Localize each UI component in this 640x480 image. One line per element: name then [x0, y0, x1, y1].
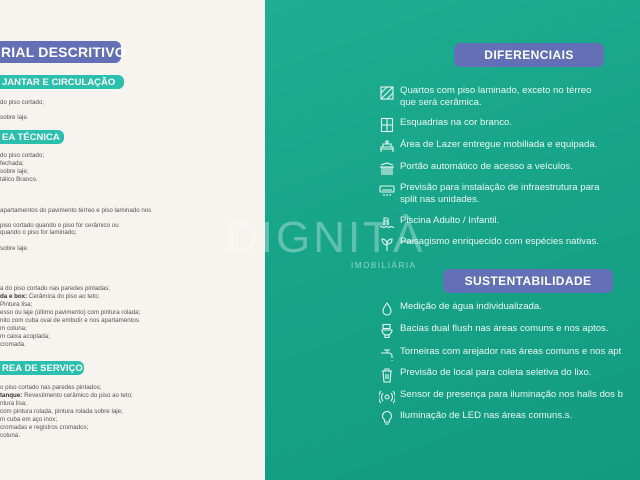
diferencial-text: Portão automático de acesso a veículos.: [400, 161, 573, 172]
sustentabilidade-text: Iluminação de LED nas áreas comuns.s.: [400, 410, 573, 421]
section1-line: do piso cortado;: [0, 99, 45, 106]
window-frame-icon: [379, 117, 395, 133]
section3-line: coluna.: [0, 432, 20, 439]
diferencial-text: Previsão para instalação de infraestrutura para split nas unidades.: [400, 182, 600, 205]
block4-line: da e box: Cerâmica do piso ao teto;: [0, 293, 100, 300]
block4-line: a do piso cortado nas paredes pintadas;: [0, 285, 111, 292]
section-technical-area-title: EA TÉCNICA: [0, 130, 64, 144]
block4-line: esso ou laje (último pavimento) com pintura rolada;: [0, 309, 141, 316]
sustentabilidade-item: [379, 323, 609, 339]
sustentabilidade-item: [379, 367, 591, 383]
section3-line: com pintura rolada, pintura rolada sobre laje;: [0, 408, 123, 415]
block4-line: Pintura lisa;: [0, 301, 33, 308]
presence-sensor-icon: [379, 389, 395, 405]
furnished-leisure-icon: [379, 139, 395, 155]
section2-line: sobre laje;: [0, 168, 29, 175]
block4-line: nito com cuba oval de embutir e nos apartamentos: [0, 317, 139, 324]
sustentabilidade-text: Previsão de local para coleta seletiva do lixo.: [400, 367, 592, 378]
memorial-heading: RIAL DESCRITIVO: [0, 41, 121, 63]
diferencial-item: [379, 85, 591, 108]
sustentabilidade-text: Bacias dual flush nas áreas comuns e nos aptos.: [400, 323, 609, 334]
section2-line: tálico Branco.: [0, 176, 38, 183]
automatic-gate-icon: [379, 161, 395, 177]
section-dining-circulation-title: JANTAR E CIRCULAÇÃO: [0, 75, 124, 89]
sustentabilidade-item: [379, 301, 542, 317]
section3-line: cromadas e registros cromados;: [0, 424, 89, 431]
section3-line: tanque: Revestimento cerâmico do piso ao teto;: [0, 392, 133, 399]
laminate-floor-icon: [379, 85, 395, 101]
diferencial-item: [379, 182, 599, 205]
section3-line: o piso cortado nas paredes pintados;: [0, 384, 102, 391]
diferencial-item: [379, 139, 597, 155]
section2-line: fechada;: [0, 160, 24, 167]
sustentabilidade-text: Sensor de presença para iluminação nos halls dos b: [400, 389, 623, 400]
sustentabilidade-heading: SUSTENTABILIDADE: [443, 269, 613, 293]
diferenciais-heading: DIFERENCIAIS: [454, 43, 604, 67]
toilet-icon: [379, 323, 395, 339]
section-service-area-title: REA DE SERVIÇO: [2, 363, 83, 374]
block3-line: piso cortado quando o piso for cerâmico ou: [0, 222, 119, 229]
diferencial-text: Esquadrias na cor branco.: [400, 117, 512, 128]
section3-line: m cuba em aço inox;: [0, 416, 58, 423]
sustentabilidade-text: Torneiras com arejador nas áreas comuns e nos apt: [400, 346, 622, 357]
block3-line: apartamentos do pavimento térreo e piso laminado nos: [0, 207, 152, 214]
sustentabilidade-item: [379, 346, 621, 362]
section3-line: ntura lisa;: [0, 400, 27, 407]
faucet-icon: [379, 346, 395, 362]
diferencial-item: [379, 161, 573, 177]
sustentabilidade-item: [379, 389, 623, 405]
block3-line: sobre laje.: [0, 245, 29, 252]
brand-watermark: DIGNITÀ: [226, 213, 426, 262]
air-conditioner-icon: [379, 182, 395, 198]
water-meter-icon: [379, 301, 395, 317]
brand-watermark-subtitle: IMOBILIÁRIA: [351, 261, 417, 270]
section2-line: do piso cortado;: [0, 152, 45, 159]
sustentabilidade-item: [379, 410, 572, 426]
diferencial-text: Área de Lazer entregue mobiliada e equipada.: [400, 139, 598, 150]
diferencial-item: [379, 117, 512, 133]
diferencial-text: Quartos com piso laminado, exceto no térreo que será cerâmica.: [400, 85, 592, 108]
section1-line: sobre laje.: [0, 114, 29, 121]
block4-line: m caixa acoplada;: [0, 333, 50, 340]
diferencial-text: Piscina Adulto / Infantil.: [400, 215, 500, 226]
recycling-bin-icon: [379, 367, 395, 383]
block4-line: cromada.: [0, 341, 26, 348]
sustentabilidade-text: Medição de água individualizada.: [400, 301, 542, 312]
block3-line: quando o piso for laminado;: [0, 229, 77, 236]
diferencial-text: Paisagismo enriquecido com espécies nativas.: [400, 236, 599, 247]
led-bulb-icon: [379, 410, 395, 426]
block4-line: m coluna;: [0, 325, 27, 332]
